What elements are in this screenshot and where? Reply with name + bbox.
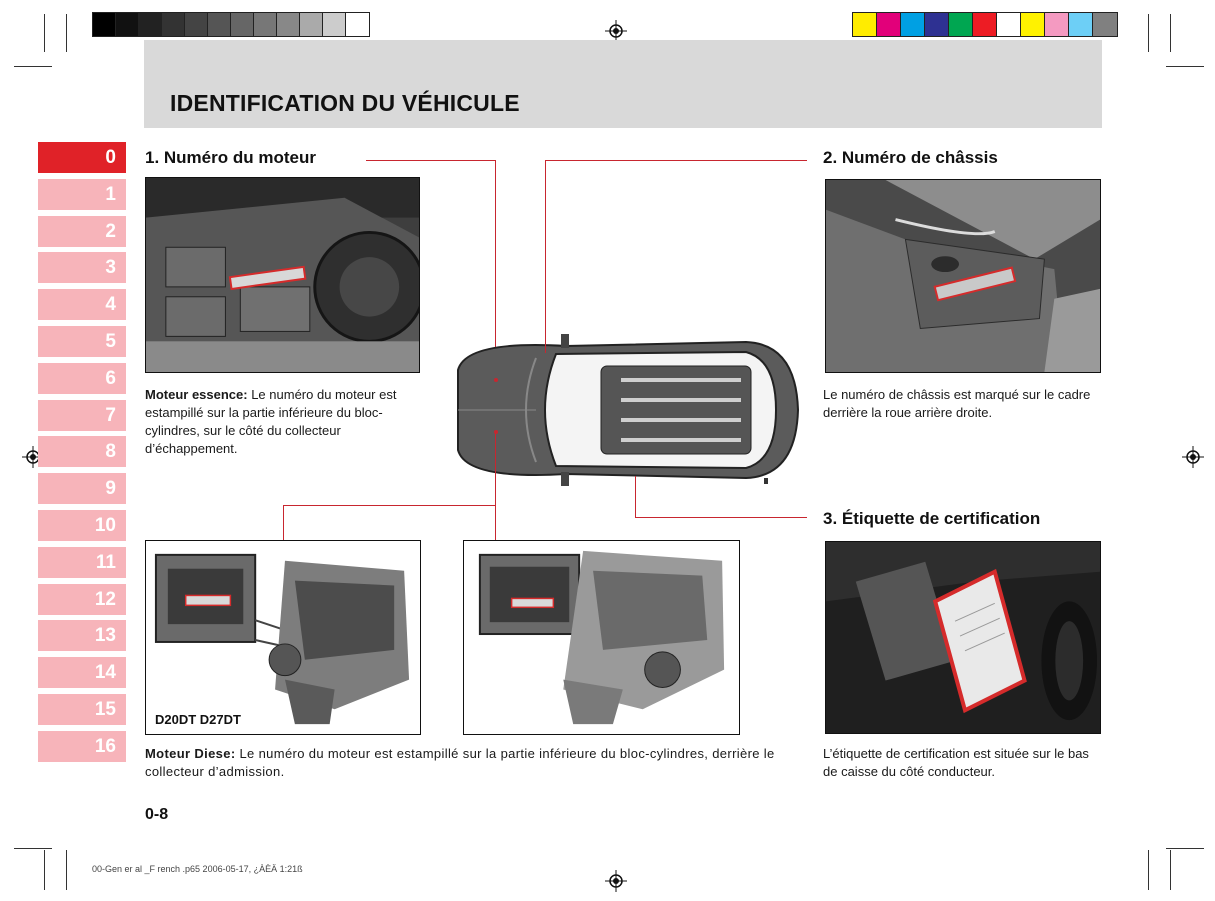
chapter-tab-2[interactable]: 2 [38,216,126,247]
page-title: IDENTIFICATION DU VÉHICULE [170,90,520,116]
chapter-tab-0[interactable]: 0 [38,142,126,173]
chassis-description: Le numéro de châssis est marqué sur le cadre derrière la roue arrière droite. [823,387,1091,420]
chassis-photo [825,179,1101,373]
gasoline-engine-label: Moteur essence: [145,387,248,402]
page-number: 0-8 [145,806,169,823]
registration-mark-icon [1182,446,1204,468]
chapter-tab-8[interactable]: 8 [38,436,126,467]
chapter-tab-9[interactable]: 9 [38,473,126,504]
leader-line [283,505,496,506]
diesel-engine-photo-1 [145,540,421,735]
chapter-tab-10[interactable]: 10 [38,510,126,541]
leader-line [283,505,284,540]
gasoline-engine-text [145,386,425,458]
leader-line [545,160,546,353]
chapter-tab-15[interactable]: 15 [38,694,126,725]
chapter-tab-1[interactable]: 1 [38,179,126,210]
chapter-tab-4[interactable]: 4 [38,289,126,320]
color-bar [852,12,1118,37]
certification-description: L’étiquette de certification est située sur le bas de caisse du côté conducteur. [823,746,1089,779]
chapter-tab-13[interactable]: 13 [38,620,126,651]
certification-photo [825,541,1101,734]
diesel-engine-description: Le numéro du moteur est estampillé sur la partie inférieure du bloc-cylindres, derrière le collecteur d’admission. [145,746,775,779]
leader-line [545,160,807,161]
marker-dot [494,378,498,382]
chapter-tab-3[interactable]: 3 [38,252,126,283]
leader-line [495,432,496,510]
chapter-tab-11[interactable]: 11 [38,547,126,578]
chapter-tab-12[interactable]: 12 [38,584,126,615]
chapter-tab-6[interactable]: 6 [38,363,126,394]
engine-number-title: 1. Numéro du moteur [145,148,316,167]
gasoline-engine-description: Le numéro du moteur est estampillé sur la partie inférieure du bloc-cylindres, sur le côté du collecteur d’échappement. [145,387,397,456]
chapter-tab-5[interactable]: 5 [38,326,126,357]
footer-slug: 00-Gen er al _F rench .p65 2006-05-17, ¿ÀÈÄ 1:21ß [92,864,303,874]
diesel-engine-text [145,745,805,781]
diesel-engine-photo-2 [463,540,740,735]
registration-mark-icon [605,20,627,42]
chassis-number-title: 2. Numéro de châssis [823,148,998,167]
diesel-engine-models: D20DT D27DT [155,712,241,727]
grayscale-bar [92,12,370,37]
chapter-tab-14[interactable]: 14 [38,657,126,688]
chapter-tab-16[interactable]: 16 [38,731,126,762]
leader-line [635,476,636,518]
gasoline-engine-photo [145,177,420,373]
diesel-engine-label: Moteur Diese: [145,746,236,761]
chapter-tab-7[interactable]: 7 [38,400,126,431]
leader-line [495,505,496,540]
vehicle-top-view-diagram [446,330,802,490]
certification-label-title: 3. Étiquette de certification [823,509,1041,528]
leader-line [635,517,807,518]
leader-line [366,160,496,161]
registration-mark-icon [605,870,627,892]
